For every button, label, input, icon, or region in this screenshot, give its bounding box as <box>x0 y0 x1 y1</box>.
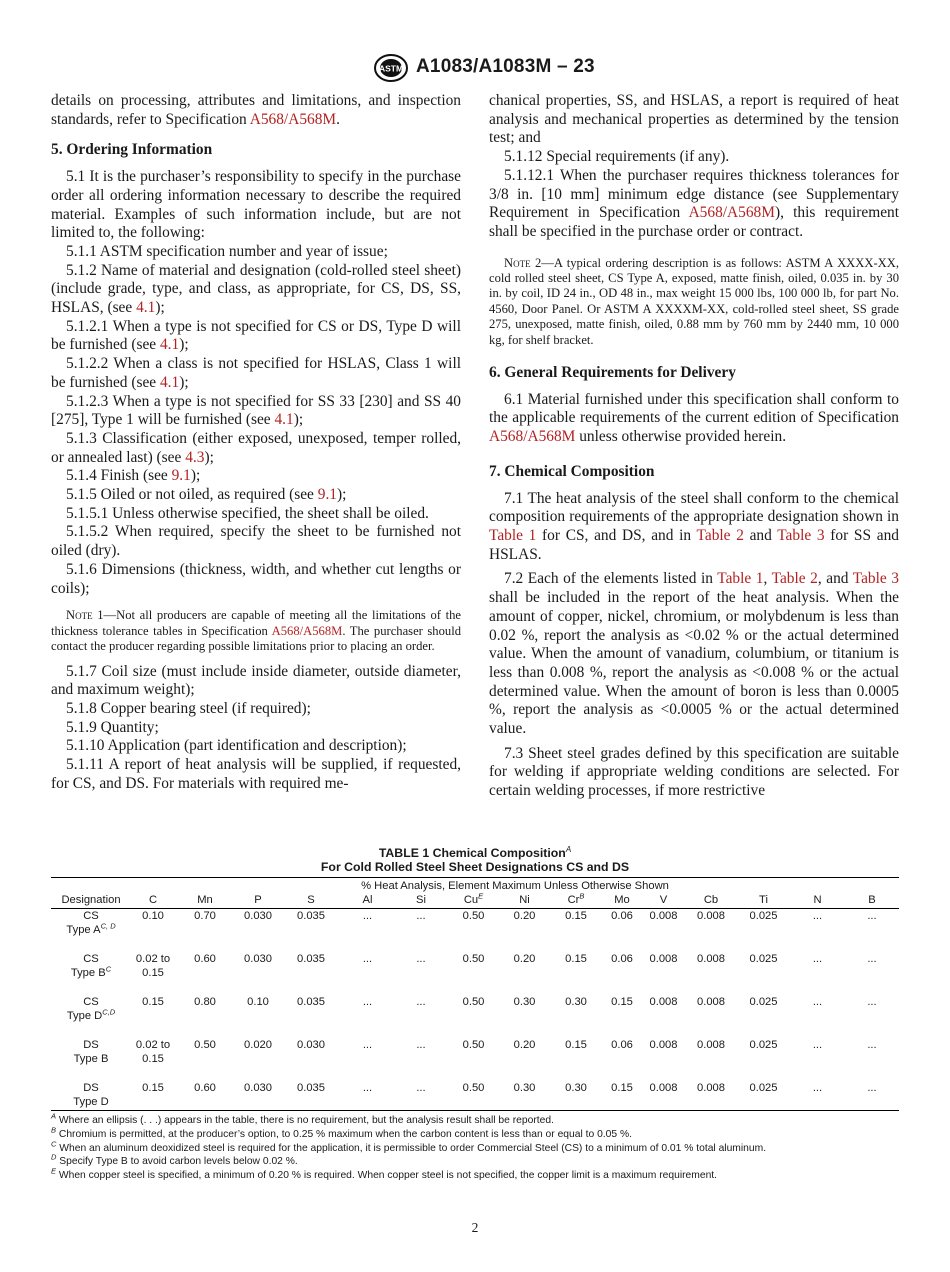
paragraph-5-1-2-3: 5.1.2.3 When a type is not specified for SS 33 [230] and SS 40 [275], Type 1 will be furnished (see 4.1); <box>51 392 461 429</box>
paragraph-5-1-5: 5.1.5 Oiled or not oiled, as required (see 9.1); <box>66 486 347 504</box>
cell-designation: DS Type D <box>51 1081 131 1111</box>
cell-cr: 0.30 <box>550 1081 602 1111</box>
cell-al: ... <box>362 910 373 922</box>
cell-ni: 0.20 <box>513 1039 536 1051</box>
section-7-heading: 7. Chemical Composition <box>489 462 655 480</box>
cell-ni: 0.20 <box>513 910 536 922</box>
cell-designation: CS Type $B^C$ <box>70 953 112 979</box>
column-header: P <box>235 894 281 909</box>
cell-designation: CS Type $A^{C, D}$ <box>66 910 116 936</box>
ref-table-3[interactable]: Table 3 <box>852 570 899 588</box>
cell-c: 0.02 to 0.15 <box>135 953 171 979</box>
logo-text: ASTM <box>378 63 404 74</box>
ref-table-2[interactable]: Table 2 <box>771 570 818 588</box>
paragraph-5-1-2-2: 5.1.2.2 When a class is not specified for HSLAS, Class 1 will be furnished (see 4.1); <box>51 355 461 391</box>
ref-9-1[interactable]: 9.1 <box>171 467 191 485</box>
cell-cu: 0.50 <box>462 953 485 965</box>
ref-4-1[interactable]: 4.1 <box>159 373 180 391</box>
table-footnote: $^C$ When an aluminum deoxidized steel is required for the application, it is permissible to order Commercial Steel (CS) to a minimum of 0.01 % total aluminum. <box>51 1139 767 1154</box>
cell-si: ... <box>416 910 426 922</box>
paragraph-5-1-12: 5.1.12 Special requirements (if any). <box>504 148 730 166</box>
cell-mo: 0.15 <box>611 996 633 1008</box>
ref-4-1[interactable]: 4.1 <box>159 336 180 354</box>
cell-cb: 0.008 <box>697 953 725 965</box>
cell-cb: 0.008 <box>685 1081 737 1111</box>
cell-ti: 0.025 <box>737 1081 790 1111</box>
cell-b: ... <box>845 1081 899 1111</box>
cell-ti: 0.025 <box>749 953 778 965</box>
cell-ni: 0.20 <box>513 953 536 965</box>
cell-cb: 0.008 <box>697 996 725 1008</box>
ref-4-1[interactable]: 4.1 <box>274 411 294 429</box>
cell-mo: 0.06 <box>611 910 633 922</box>
cell-mo: 0.06 <box>611 1039 633 1051</box>
cell-cb: 0.008 <box>697 1039 725 1051</box>
table-1 <box>51 877 899 1111</box>
section-6-heading: 6. General Requirements for Delivery <box>489 364 736 382</box>
table-row <box>51 909 899 953</box>
cell-s: 0.035 <box>281 1081 341 1111</box>
cell-al: ... <box>341 1081 394 1111</box>
note-2: Note 2—A typical ordering description is as follows: ASTM A XXXX-XX, cold rolled steel sheet, CS Type A, exposed, matte finish, oiled, 0.035 in. by 30 in. by coil, ID 24 in., OD 48 in., max weight 15 000 lbs, 100 000 lb, for part No. 4560, Door Panel. Or ASTM A XXXXM-XX, cold-rolled steel sheet, SS grade 275, unexposed, matte finish, oiled, 0.88 mm by 760 mm by 2440 mm, 10 000 kg, for shelf bracket. <box>489 255 899 347</box>
note-1: Note 1—Not all producers are capable of meeting all the limitations of the thickness tolerance tables in Specification A568/A568M. The purchaser should contact the producer regarding possible limitations prior to placing an order. <box>51 608 461 654</box>
cell-c: 0.15 <box>142 996 164 1008</box>
cell-mn: 0.50 <box>194 1039 216 1051</box>
cell-cb: 0.008 <box>697 910 725 922</box>
paragraph-5-1-3: 5.1.3 Classification (either exposed, unexposed, temper rolled, or annealed last) (see 4.3); <box>51 429 461 466</box>
cell-v: 0.008 <box>649 953 678 965</box>
table-1-container <box>51 844 899 1183</box>
cell-v: 0.008 <box>649 910 678 922</box>
cell-cr: 0.15 <box>565 1039 587 1051</box>
cell-si: ... <box>416 953 426 965</box>
column-header: Ni <box>499 894 550 909</box>
table-span-header: % Heat Analysis, Element Maximum Unless Otherwise Shown <box>131 878 899 894</box>
paragraph-5-1-2-1: 5.1.2.1 When a type is not specified for CS or DS, Type D will be furnished (see 4.1); <box>51 317 461 354</box>
cell-p: 0.030 <box>235 1081 281 1111</box>
column-header: Cb <box>685 894 737 909</box>
paragraph-7-1: 7.1 The heat analysis of the steel shall conform to the chemical composition requirements of the appropriate designation shown in Table 1 for CS, and DS, and in Table 2 and Table 3 for SS and HSLAS. <box>489 489 899 563</box>
ref-a568[interactable]: A568/A568M <box>249 110 337 128</box>
paragraph-5-1: 5.1 It is the purchaser’s responsibility to specify in the purchase order all ordering information necessary to describe the required material. Examples of such information include, but are not limited to, the following: <box>51 168 461 242</box>
ref-table-2[interactable]: Table 2 <box>696 526 744 544</box>
cell-cr: 0.30 <box>565 996 587 1008</box>
paragraph-5-1-11: 5.1.11 A report of heat analysis will be supplied, if requested, for CS, and DS. For materials with required me- <box>51 756 461 792</box>
column-header: Ti <box>737 894 790 909</box>
table-row <box>51 952 899 995</box>
cell-si: ... <box>394 1081 448 1111</box>
cell-s: 0.035 <box>297 996 325 1008</box>
cell-p: 0.10 <box>247 996 269 1008</box>
cell-n: ... <box>790 1081 845 1111</box>
paragraph-5-1-6: 5.1.6 Dimensions (thickness, width, and whether cut lengths or coils); <box>51 560 461 597</box>
ref-4-1[interactable]: 4.1 <box>136 299 156 317</box>
cell-mo: 0.06 <box>611 953 633 965</box>
right-column <box>489 92 899 801</box>
left-column <box>51 92 461 793</box>
column-header: V <box>642 894 685 909</box>
paragraph-5-1-5-1: 5.1.5.1 Unless otherwise specified, the sheet shall be oiled. <box>66 504 429 522</box>
cell-p: 0.030 <box>244 953 272 965</box>
paragraph-5-1-2: 5.1.2 Name of material and designation (cold-rolled steel sheet) (include grade, type, and class, as appropriate, for CS, DS, SS, HSLAS, (see 4.1); <box>51 261 461 317</box>
paragraph-4-cont: details on processing, attributes and limitations, and inspection standards, refer to Specification A568/A568M. <box>51 92 461 128</box>
paragraph-5-1-9: 5.1.9 Quantity; <box>66 718 159 736</box>
cell-n: ... <box>812 996 823 1008</box>
cell-c: 0.10 <box>142 910 164 922</box>
cell-c: 0.15 <box>131 1081 175 1111</box>
paragraph-5-1-12-1: 5.1.12.1 When the purchaser requires thickness tolerances for 3/8 in. [10 mm] minimum edge distance (see Supplementary Requirement in Specification A568/A568M), this requirement shall be specified in the purchase order or contract. <box>489 166 899 240</box>
cell-mn: 0.70 <box>194 910 216 922</box>
paragraph-5-1-4: 5.1.4 Finish (see 9.1); <box>66 467 201 485</box>
paragraph-5-1-8: 5.1.8 Copper bearing steel (if required); <box>66 699 311 717</box>
paragraph-5-1-10: 5.1.10 Application (part identification and description); <box>66 737 407 755</box>
column-header: B <box>845 894 899 909</box>
cell-cu: 0.50 <box>462 1039 485 1051</box>
cell-s: 0.030 <box>297 1039 325 1051</box>
cell-al: ... <box>362 996 373 1008</box>
cell-n: ... <box>812 910 823 922</box>
ref-4-3[interactable]: 4.3 <box>185 448 205 466</box>
table-footnote: $^D$ Specify Type B to avoid carbon levels below 0.02 %. <box>51 1152 298 1168</box>
column-header: Mo <box>602 894 642 909</box>
column-header: Designation <box>51 894 131 909</box>
cell-b: ... <box>867 953 877 965</box>
table-row <box>51 1038 899 1081</box>
paragraph-5-1-1: 5.1.1 ASTM specification number and year of issue; <box>66 242 388 260</box>
cell-b: ... <box>867 910 877 922</box>
ref-table-1[interactable]: Table 1 <box>717 570 764 588</box>
cell-cu: 0.50 <box>448 1081 499 1111</box>
page-number: 2 <box>471 1220 479 1235</box>
cell-mn: 0.60 <box>194 953 216 965</box>
ref-table-1[interactable]: Table 1 <box>489 526 537 544</box>
paragraph-6-1: 6.1 Material furnished under this specification shall conform to the applicable requirements of the current edition of Specification A568/A568M unless otherwise provided herein. <box>489 390 899 446</box>
cell-ni: 0.30 <box>513 996 536 1008</box>
cell-cu: 0.50 <box>462 996 485 1008</box>
cell-designation: DS Type B <box>73 1039 109 1065</box>
cell-v: 0.008 <box>649 996 678 1008</box>
column-header: $Cr^B$ <box>550 894 602 909</box>
cell-mo: 0.15 <box>602 1081 642 1111</box>
cell-ti: 0.025 <box>749 910 778 922</box>
ref-table-3[interactable]: Table 3 <box>777 526 825 544</box>
column-header: N <box>790 894 845 909</box>
cell-s: 0.035 <box>297 910 325 922</box>
cell-designation: CS Type $D^{C,D}$ <box>66 996 116 1022</box>
cell-ni: 0.30 <box>499 1081 550 1111</box>
cell-ti: 0.025 <box>749 996 778 1008</box>
cell-mn: 0.80 <box>194 996 216 1008</box>
cell-al: ... <box>362 1039 373 1051</box>
cell-ti: 0.025 <box>749 1039 778 1051</box>
astm-logo-icon <box>373 53 409 83</box>
cell-mn: 0.60 <box>175 1081 235 1111</box>
cell-p: 0.020 <box>244 1039 272 1051</box>
paragraph-7-2: 7.2 Each of the elements listed in Table 1, Table 2, and Table 3 shall be included in the report of the heat analysis. When the amount of copper, nickel, chromium, or molybdenum is less than 0.02 %, report the analysis as <0.02 % or the actual determined value. When the amount of vanadium, columbium, or titanium is less than 0.008 %, report the analysis as <0.008 % or the actual determined value. When the amount of boron is less than 0.0005 %, report the analysis as <0.0005 % or the actual determined value. <box>489 570 899 738</box>
cell-v: 0.008 <box>649 1039 678 1051</box>
ref-9-1[interactable]: 9.1 <box>317 486 337 504</box>
cell-p: 0.030 <box>244 910 272 922</box>
cell-si: ... <box>416 996 426 1008</box>
paragraph-5-1-7: 5.1.7 Coil size (must include inside diameter, outside diameter, and maximum weight); <box>51 662 461 699</box>
cell-cr: 0.15 <box>565 910 587 922</box>
cell-b: ... <box>867 996 877 1008</box>
cell-b: ... <box>867 1039 877 1051</box>
cell-al: ... <box>362 953 373 965</box>
column-header: S <box>281 894 341 909</box>
document-designation: A1083/A1083M – 23 <box>416 56 595 77</box>
ref-a568[interactable]: A568/A568M <box>489 428 576 446</box>
paragraph-5-1-11-cont: chanical properties, SS, and HSLAS, a report is required of heat analysis and mechanical properties as determined by the tension test; and <box>489 92 899 147</box>
page-header <box>0 52 950 86</box>
cell-n: ... <box>812 953 823 965</box>
table-footnotes <box>51 1111 899 1183</box>
cell-cu: 0.50 <box>462 910 485 922</box>
column-header: $Cu^E$ <box>448 894 499 909</box>
table-footnote: $^A$ Where an ellipsis (. . .) appears in the table, there is no requirement, but the analysis result shall be reported. <box>51 1111 554 1126</box>
cell-cr: 0.15 <box>565 953 587 965</box>
column-header: Si <box>394 894 448 909</box>
table-footnote: $^B$ Chromium is permitted, at the producer’s option, to 0.25 % maximum when the carbon content is less than or equal to 0.05 %. <box>51 1125 632 1140</box>
column-header: Al <box>341 894 394 909</box>
table-row <box>51 1081 899 1111</box>
ref-a568[interactable]: A568/A568M <box>271 623 343 638</box>
cell-n: ... <box>812 1039 823 1051</box>
ref-a568[interactable]: A568/A568M <box>688 204 775 222</box>
paragraph-5-1-5-2: 5.1.5.2 When required, specify the sheet to be furnished not oiled (dry). <box>51 523 461 560</box>
cell-v: 0.008 <box>642 1081 685 1111</box>
table-footnote: $^E$ When copper steel is specified, a minimum of 0.20 % is required. When copper steel is not specified, the copper limit is a maximum requirement. <box>51 1166 718 1182</box>
table-1-title: TABLE 1 Chemical Composition$^A$ For Cold Rolled Steel Sheet Designations CS and DS <box>320 844 630 874</box>
column-header: C <box>131 894 175 909</box>
cell-si: ... <box>416 1039 426 1051</box>
cell-c: 0.02 to 0.15 <box>135 1039 171 1065</box>
section-5-heading: 5. Ordering Information <box>51 141 213 159</box>
column-header: Mn <box>175 894 235 909</box>
table-row <box>51 995 899 1038</box>
cell-s: 0.035 <box>297 953 325 965</box>
paragraph-7-3: 7.3 Sheet steel grades defined by this specification are suitable for welding if appropriate welding conditions are selected. For certain welding processes, if more restrictive <box>489 744 899 800</box>
